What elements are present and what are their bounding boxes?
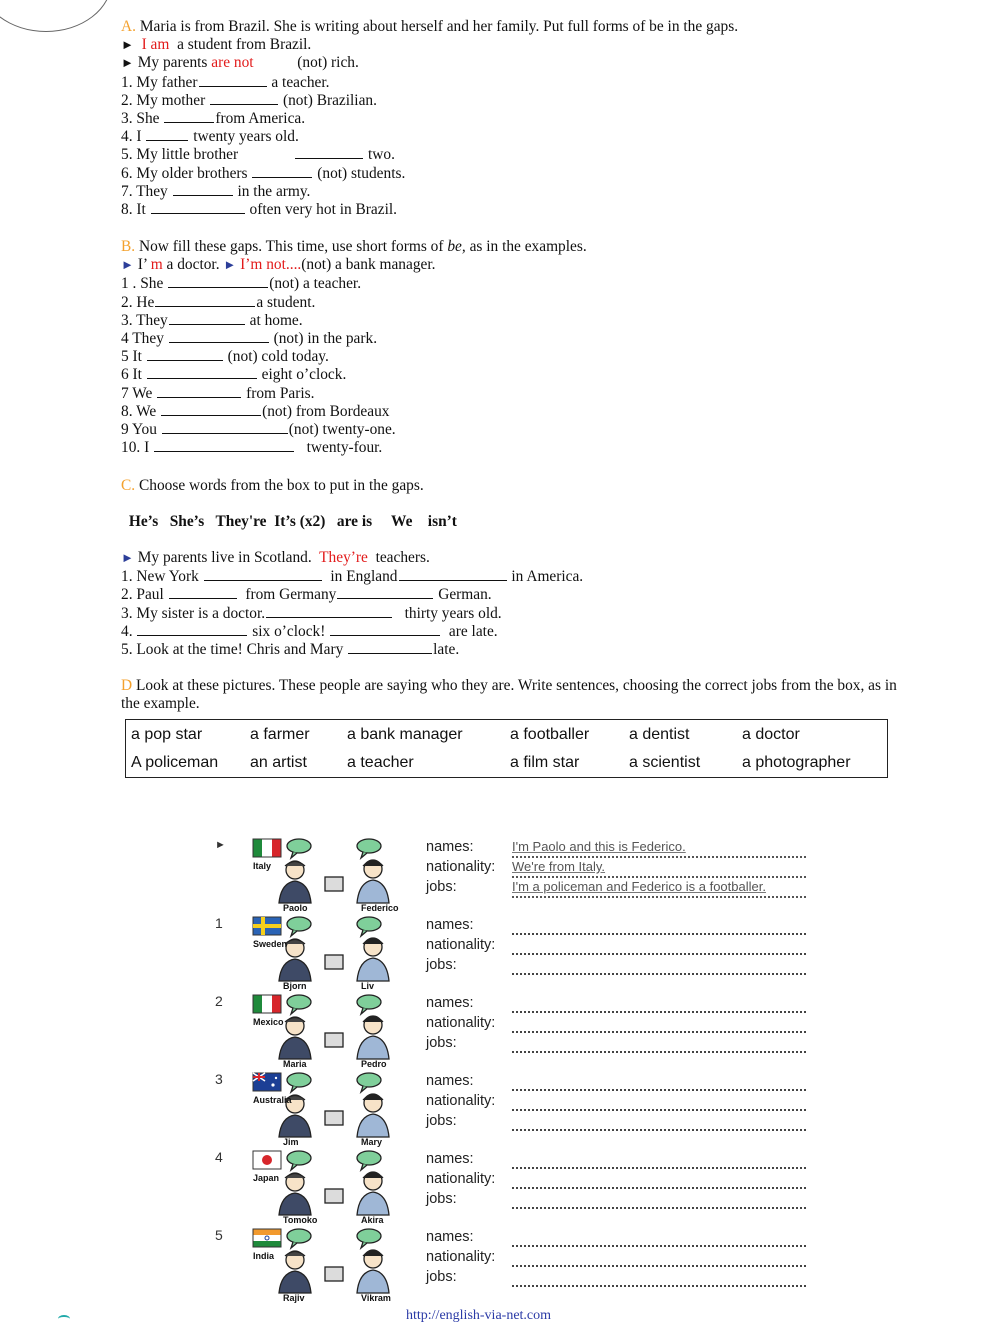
- section-c-item: 3. My sister is a doctor. thirty years old.: [121, 604, 502, 622]
- country-label: India: [253, 1251, 275, 1261]
- picture-number: 5: [215, 1227, 223, 1243]
- answer-gap[interactable]: [164, 109, 214, 123]
- answer-gap[interactable]: [137, 622, 247, 636]
- footer-decoration: [58, 1315, 70, 1323]
- nationality-label: nationality:: [426, 1093, 496, 1109]
- word-box: He’s She’s They're It’s (x2) are is We isn’t: [125, 513, 457, 530]
- jobs-label: jobs:: [426, 879, 457, 895]
- picture-number: ►: [215, 839, 226, 851]
- nationality-label: nationality:: [426, 1171, 496, 1187]
- people-illustration: [251, 1227, 411, 1303]
- flag-icon: [253, 995, 281, 1013]
- section-a-item: 4. I twenty years old.: [121, 128, 299, 146]
- footer-url[interactable]: http://english-via-net.com: [406, 1308, 552, 1323]
- cartoon-people-icon: [251, 837, 411, 913]
- section-b-item: 2. He a student.: [121, 293, 316, 311]
- answer-gap[interactable]: [173, 182, 233, 196]
- nationality-label: nationality:: [426, 1015, 496, 1031]
- section-a-item: 6. My older brothers (not) students.: [121, 164, 406, 182]
- person-name-label: Pedro: [361, 1059, 387, 1069]
- names-answer-line[interactable]: [512, 919, 806, 935]
- country-label: Sweden: [253, 939, 288, 949]
- section-b-item: 10. I twenty-four.: [121, 439, 383, 457]
- person-name-label: Akira: [361, 1215, 384, 1225]
- flag-icon: [253, 1229, 281, 1247]
- answer-gap[interactable]: [252, 164, 312, 178]
- picture-row: [215, 1227, 815, 1301]
- section-b-item: 3. They at home.: [121, 311, 303, 329]
- nationality-label: nationality:: [426, 1249, 496, 1265]
- example-nationality-answer: We're from Italy.: [512, 859, 806, 878]
- names-answer-line[interactable]: [512, 997, 806, 1013]
- answer-gap[interactable]: [157, 384, 241, 398]
- names-label: names:: [426, 1229, 474, 1245]
- jobs-answer-line[interactable]: [512, 1271, 806, 1287]
- section-d-instruction: D Look at these pictures. These people are saying who they are. Write sentences, choosing the correct jobs from the box, as in the example.: [121, 677, 897, 713]
- person-name-label: Jim: [283, 1137, 299, 1147]
- section-a-example-2: ► My parents are not (not) rich.: [121, 54, 359, 72]
- nationality-label: nationality:: [426, 859, 496, 875]
- job-option: A policeman: [131, 754, 219, 771]
- person-name-label: Vikram: [361, 1293, 391, 1303]
- names-label: names:: [426, 995, 474, 1011]
- answer-gap[interactable]: [161, 402, 261, 416]
- flag-icon: [253, 839, 281, 857]
- picture-number: 2: [215, 993, 223, 1009]
- answer-gap[interactable]: [399, 567, 507, 581]
- people-illustration: [251, 993, 411, 1069]
- jobs-label: jobs:: [426, 1113, 457, 1129]
- section-c-item: 2. Paul from Germany German.: [121, 586, 492, 604]
- decorative-circle: [0, 0, 112, 32]
- answer-gap[interactable]: [204, 567, 322, 581]
- picture-number: 1: [215, 915, 223, 931]
- jobs-label: jobs:: [426, 1269, 457, 1285]
- jobs-answer-line[interactable]: [512, 1193, 806, 1209]
- section-c-item: 1. New York in England in America.: [121, 568, 584, 586]
- picture-row: [215, 1149, 815, 1223]
- job-option: a farmer: [250, 726, 310, 743]
- answer-gap[interactable]: [147, 347, 223, 361]
- person-name-label: Rajiv: [283, 1293, 305, 1303]
- answer-gap[interactable]: [266, 604, 392, 618]
- section-c-example: ► My parents live in Scotland. They’re teachers.: [121, 549, 430, 566]
- country-label: Mexico: [253, 1017, 284, 1027]
- nationality-answer-line[interactable]: [512, 939, 806, 955]
- section-b-item: 9 You (not) twenty-one.: [121, 420, 396, 438]
- flag-icon: [253, 917, 281, 935]
- answer-gap[interactable]: [168, 274, 268, 288]
- section-a-item: 7. They in the army.: [121, 182, 311, 200]
- answer-gap[interactable]: [155, 293, 255, 307]
- nationality-label: nationality:: [426, 937, 496, 953]
- pointer-triangle-icon: ►: [121, 37, 134, 53]
- answer-gap[interactable]: [337, 585, 433, 599]
- pointer-triangle-icon: ►: [223, 257, 237, 273]
- jobs-label: jobs:: [426, 1191, 457, 1207]
- picture-number: 4: [215, 1149, 223, 1165]
- names-answer-line[interactable]: [512, 1075, 806, 1091]
- section-c: [121, 477, 911, 495]
- nationality-answer-line[interactable]: [512, 1251, 806, 1267]
- answer-gap[interactable]: [169, 585, 237, 599]
- job-option: a dentist: [629, 726, 690, 743]
- names-label: names:: [426, 917, 474, 933]
- picture-row: [215, 915, 815, 989]
- names-answer-line[interactable]: [512, 1153, 806, 1169]
- job-option: a teacher: [347, 754, 414, 771]
- person-name-label: Mary: [361, 1137, 383, 1147]
- people-illustration: [251, 915, 411, 991]
- section-b: [121, 238, 911, 456]
- job-option: a doctor: [742, 726, 800, 743]
- person-name-label: Tomoko: [283, 1215, 318, 1225]
- job-option: a photographer: [742, 754, 851, 771]
- section-c-lines: [121, 549, 911, 658]
- section-a: [121, 18, 911, 218]
- nationality-answer-line[interactable]: [512, 1017, 806, 1033]
- country-label: Italy: [253, 861, 272, 871]
- picture-row: [215, 1071, 815, 1145]
- person-name-label: Liv: [361, 981, 375, 991]
- picture-number: 3: [215, 1071, 223, 1087]
- names-answer-line[interactable]: [512, 1231, 806, 1247]
- job-option: a scientist: [629, 754, 701, 771]
- jobs-answer-line[interactable]: [512, 1037, 806, 1053]
- section-b-item: 4 They (not) in the park.: [121, 329, 378, 347]
- people-illustration: [251, 837, 411, 913]
- section-a-example-1: ► I am a student from Brazil.: [121, 36, 312, 54]
- section-b-instruction: B. Now fill these gaps. This time, use short forms of be, as in the examples.: [121, 238, 587, 255]
- jobs-box: [125, 719, 888, 778]
- job-option: a pop star: [131, 726, 203, 743]
- jobs-answer-line[interactable]: [512, 959, 806, 975]
- answer-gap[interactable]: [169, 329, 269, 343]
- cartoon-people-icon: [251, 1227, 411, 1303]
- section-c-item: 4. six o’clock! are late.: [121, 622, 498, 640]
- cartoon-people-icon: [251, 1071, 411, 1147]
- answer-gap[interactable]: [210, 91, 278, 105]
- jobs-label: jobs:: [426, 1035, 457, 1051]
- section-a-item: 3. She from America.: [121, 109, 306, 127]
- cartoon-people-icon: [251, 915, 411, 991]
- job-option: an artist: [250, 754, 307, 771]
- section-c-item: 5. Look at the time! Chris and Mary late.: [121, 640, 460, 658]
- example-names-answer: I'm Paolo and this is Federico.: [512, 839, 806, 858]
- person-name-label: Federico: [361, 903, 399, 913]
- names-label: names:: [426, 1151, 474, 1167]
- answer-gap[interactable]: [348, 640, 432, 654]
- section-a-instruction: A. Maria is from Brazil. She is writing about herself and her family. Put full forms of be in the gaps.: [121, 18, 739, 35]
- flag-icon: [253, 1073, 281, 1091]
- country-label: Japan: [253, 1173, 280, 1183]
- nationality-answer-line[interactable]: [512, 1173, 806, 1189]
- people-illustration: [251, 1149, 411, 1225]
- job-option: a footballer: [510, 726, 590, 743]
- section-b-item: 5 It (not) cold today.: [121, 348, 329, 366]
- picture-row: [215, 993, 815, 1067]
- section-b-item: 6 It eight o’clock.: [121, 366, 347, 384]
- pointer-triangle-icon: ►: [121, 550, 134, 565]
- section-a-item: 1. My father a teacher.: [121, 73, 330, 91]
- section-b-item: 1 . She (not) a teacher.: [121, 275, 362, 293]
- picture-row: [215, 837, 815, 911]
- job-option: a bank manager: [347, 726, 463, 743]
- nationality-answer-line[interactable]: [512, 1095, 806, 1111]
- answer-gap[interactable]: [151, 200, 245, 214]
- section-c-instruction: C. Choose words from the box to put in the gaps.: [121, 477, 424, 494]
- person-name-label: Maria: [283, 1059, 307, 1069]
- section-a-item: 8. It often very hot in Brazil.: [121, 200, 397, 218]
- answer-gap[interactable]: [154, 438, 294, 452]
- answer-gap[interactable]: [162, 420, 288, 434]
- cartoon-people-icon: [251, 993, 411, 1069]
- answer-gap[interactable]: [146, 127, 188, 141]
- pointer-triangle-icon: ►: [121, 257, 134, 273]
- person-name-label: Bjorn: [283, 981, 307, 991]
- answer-gap[interactable]: [330, 622, 440, 636]
- names-label: names:: [426, 839, 474, 855]
- answer-gap[interactable]: [169, 311, 245, 325]
- names-label: names:: [426, 1073, 474, 1089]
- example-jobs-answer: I'm a policeman and Federico is a footballer.: [512, 879, 806, 898]
- jobs-answer-line[interactable]: [512, 1115, 806, 1131]
- country-label: Australia: [253, 1095, 292, 1105]
- jobs-label: jobs:: [426, 957, 457, 973]
- section-b-item: 8. We (not) from Bordeaux: [121, 402, 390, 420]
- person-name-label: Paolo: [283, 903, 308, 913]
- section-b-examples: ► I’ m a doctor. ► I’m not....(not) a bank manager.: [121, 256, 436, 274]
- section-a-item: 5. My little brother two.: [121, 146, 395, 164]
- job-option: a film star: [510, 754, 580, 771]
- flag-icon: [253, 1151, 281, 1169]
- answer-gap[interactable]: [147, 365, 257, 379]
- answer-gap[interactable]: [295, 145, 363, 159]
- answer-gap[interactable]: [199, 73, 267, 87]
- section-a-item: 2. My mother (not) Brazilian.: [121, 91, 377, 109]
- pointer-triangle-icon: ►: [121, 55, 134, 71]
- section-b-item: 7 We from Paris.: [121, 384, 315, 402]
- cartoon-people-icon: [251, 1149, 411, 1225]
- people-illustration: [251, 1071, 411, 1147]
